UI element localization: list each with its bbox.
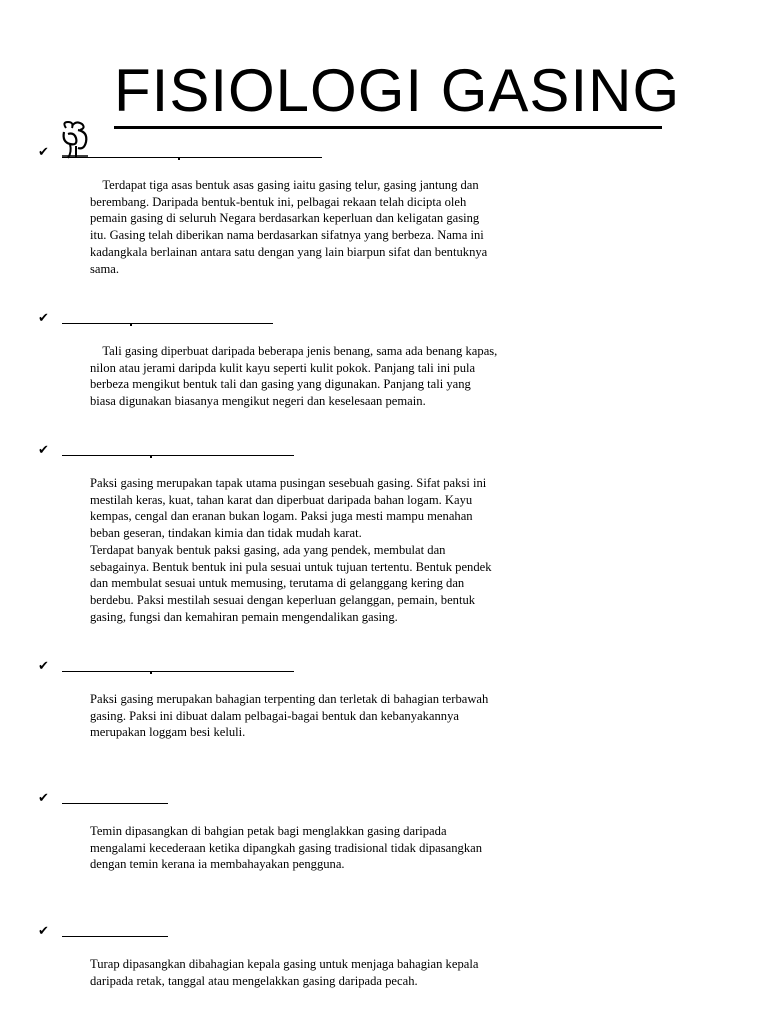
section-paragraph: Turap dipasangkan dibahagian kepala gasing untuk menjaga bahagian kepala daripada retak, tanggal atau mengelakkan gasing daripada pecah.: [90, 957, 479, 988]
section-paragraph: Temin dipasangkan di bahgian petak bagi menglakkan gasing daripada mengalami kecederaan ketika dipangkah gasing tradisional tidak dipasangkan dengan temin kerana ia membahayakan pengguna.: [90, 824, 483, 872]
check-icon: ✔: [38, 924, 49, 939]
check-icon: ✔: [38, 791, 49, 806]
heading-underline: [62, 323, 273, 324]
page-title: FISIOLOGI GASING: [114, 56, 662, 129]
heading-underline: [62, 455, 294, 456]
check-icon: ✔: [38, 145, 49, 160]
heading-underline: [62, 671, 294, 672]
heading-underline: [62, 157, 322, 158]
heading-underline: [62, 803, 168, 804]
section-paragraph: Paksi gasing merupakan bahagian terpenting dan terletak di bahagian terbawah gasing. Paksi ini dibuat dalam pelbagai-bagai bentuk dan kebanyakannya merupakan loggam besi keluli.: [90, 692, 489, 740]
section-paragraph: Paksi gasing merupakan tapak utama pusingan sesebuah gasing. Sifat paksi ini mestilah keras, kuat, tahan karat dan diperbuat daripada bahan logam. Kayu kempas, cengal dan eranan bukan logam. Paksi juga mesti mampu menahan beban geseran, tindakan kimia dan tidak mudah karat. Terdapat banyak bentuk paksi gasing, ada yang pendek, membulat dan sebagainya. Bentuk bentuk ini pula sesuai untuk tujuan tertentu. Bentuk pendek dan membulat sesuai untuk memusing, terutama di gelanggang kering dan berdebu. Paksi mestilah sesuai dengan keperluan gelanggan, pemain, bentuk gasing, fungsi dan kemahiran pemain mengendalikan gasing.: [90, 476, 492, 624]
check-icon: ✔: [38, 443, 49, 458]
heading-underline: [62, 936, 168, 937]
check-icon: ✔: [38, 311, 49, 326]
check-icon: ✔: [38, 659, 49, 674]
section-paragraph: Tali gasing diperbuat daripada beberapa jenis benang, sama ada benang kapas, nilon atau jerami daripda kulit kayu seperti kulit pokok. Panjang tali ini pula berbeza mengikut bentuk tali dan gasing yang digunakan. Panjang tali yang biasa digunakan biasanya mengikut negeri dan keselesaan pemain.: [90, 344, 498, 409]
section-paragraph: Terdapat tiga asas bentuk asas gasing iaitu gasing telur, gasing jantung dan berembang. Daripada bentuk-bentuk ini, pelbagai rekaan telah dicipta oleh pemain gasing di seluruh Negara berdasarkan keperluan dan keligatan gasing itu. Gasing telah diberikan nama berdasarkan sifatnya yang berbeza. Nama ini kadangkala berlainan antara satu dengan yang lain biarpun sifat dan bentuknya sama.: [90, 178, 488, 276]
ornament-icon: [58, 120, 92, 160]
